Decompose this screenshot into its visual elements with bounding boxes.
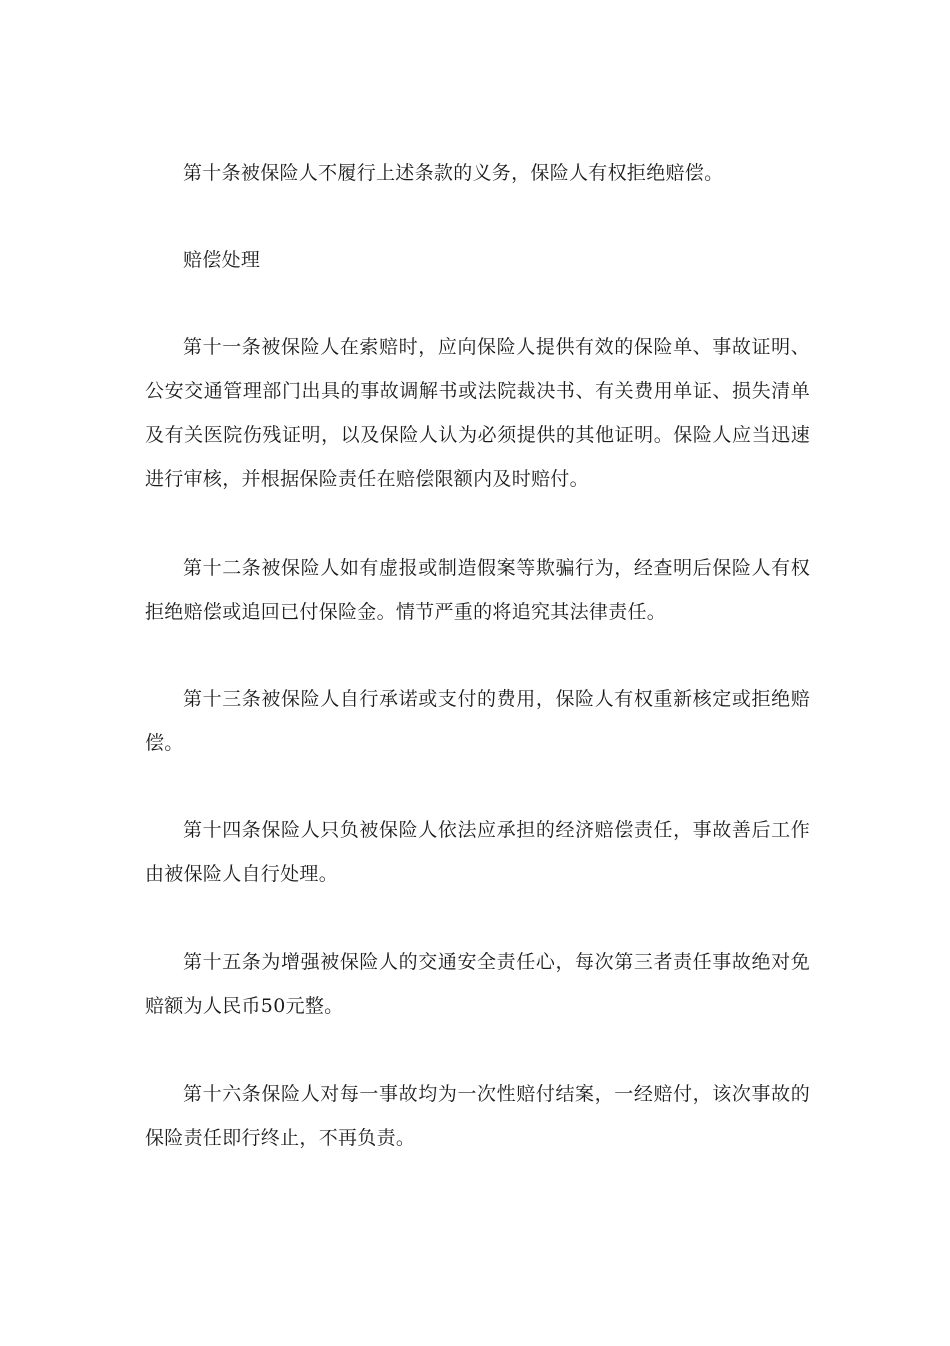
article-16-paragraph: 第十六条保险人对每一事故均为一次性赔付结案，一经赔付，该次事故的保险责任即行终止，不再负责。	[145, 1083, 810, 1149]
article-14-paragraph: 第十四条保险人只负被保险人依法应承担的经济赔偿责任，事故善后工作由被保险人自行处理。	[145, 819, 810, 885]
article-12-paragraph: 第十二条被保险人如有虚报或制造假案等欺骗行为，经查明后保险人有权拒绝赔偿或追回已付保险金。情节严重的将追究其法律责任。	[145, 557, 810, 623]
article-15-paragraph: 第十五条为增强被保险人的交通安全责任心，每次第三者责任事故绝对免赔额为人民币50元整。	[145, 951, 810, 1017]
section-heading-compensation: 赔偿处理	[183, 249, 261, 271]
article-13-paragraph: 第十三条被保险人自行承诺或支付的费用，保险人有权重新核定或拒绝赔偿。	[145, 688, 810, 754]
article-11-paragraph: 第十一条被保险人在索赔时，应向保险人提供有效的保险单、事故证明、公安交通管理部门出具的事故调解书或法院裁决书、有关费用单证、损失清单及有关医院伤残证明，以及保险人认为必须提供的其他证明。保险人应当迅速进行审核，并根据保险责任在赔偿限额内及时赔付。	[145, 336, 810, 490]
article-10-paragraph: 第十条被保险人不履行上述条款的义务，保险人有权拒绝赔偿。	[183, 162, 724, 184]
